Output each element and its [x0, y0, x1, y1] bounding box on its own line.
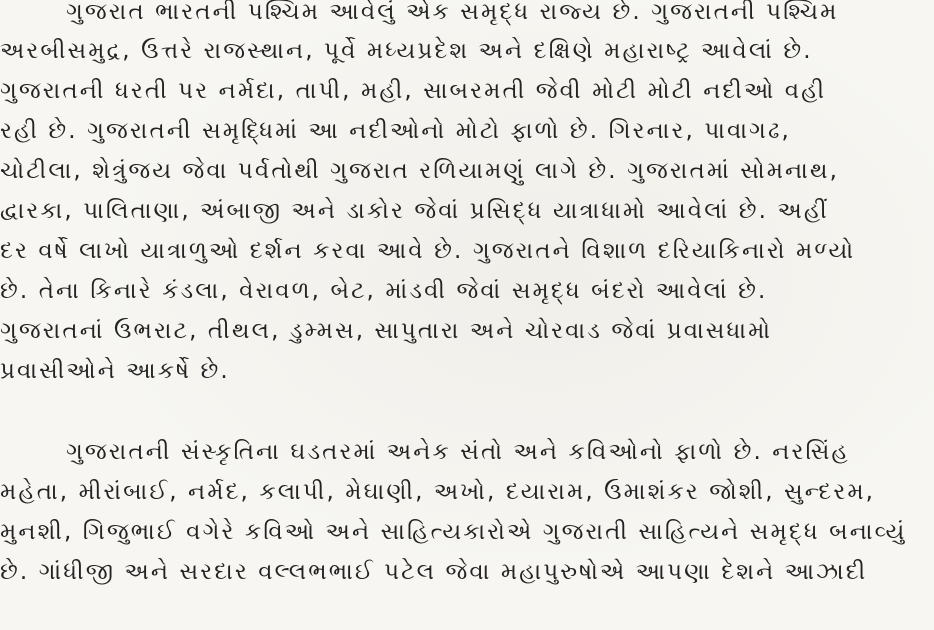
text-line: મુનશી, ગિજુભાઈ વગેરે કવિઓ અને સાહિત્યકારોએ ગુજરાતી સાહિત્યને સમૃદ્ધ બનાવ્યું [0, 519, 907, 545]
text-line: ગુજરાતનાં ઉભરાટ, તીથલ, ડુમ્મસ, સાપુતારા અને ચોરવાડ જેવાં પ્રવાસધામો [0, 318, 773, 344]
text-line: છે. ગાંધીજી અને સરદાર વલ્લભભાઈ પટેલ જેવા મહાપુરુષોએ આપણા દેશને આઝાદી [0, 559, 868, 585]
text-line: ગુજરાતની ધરતી પર નર્મદા, તાપી, મહી, સાબરમતી જેવી મોટી મોટી નદીઓ વહી [0, 78, 827, 104]
text-line: રહી છે. ગુજરાતની સમૃદ્ધિમાં આ નદીઓનો મોટો ફાળો છે. ગિરનાર, પાવાગઢ, [0, 118, 791, 144]
text-line: છે. તેના કિનારે કંડલા, વેરાવળ, બેટ, માંડવી જેવાં સમૃદ્ધ બંદરો આવેલાં છે. [0, 278, 768, 304]
text-line: દ્વારકા, પાલિતાણા, અંબાજી અને ડાકોર જેવાં પ્રસિદ્ધ યાત્રાધામો આવેલાં છે. અહીં [0, 198, 829, 224]
text-line: ગુજરાત ભારતની પશ્ચિમ આવેલું એક સમૃદ્ધ રાજ્ય છે. ગુજરાતની પશ્ચિમ [66, 0, 839, 25]
text-line: દર વર્ષે લાખો યાત્રાળુઓ દર્શન કરવા આવે છે. ગુજરાતને વિશાળ દરિયાકિનારો મળ્યો [0, 238, 856, 264]
text-line: અરબીસમુદ્ર, ઉત્તરે રાજસ્થાન, પૂર્વે મધ્યપ્રદેશ અને દક્ષિણે મહારાષ્ટ્ર આવેલાં છે. [0, 38, 813, 64]
text-line: ચોટીલા, શેત્રુંજય જેવા પર્વતોથી ગુજરાત રળિયામણું લાગે છે. ગુજરાતમાં સોમનાથ, [0, 158, 840, 184]
text-line: ગુજરાતની સંસ્કૃતિના ઘડતરમાં અનેક સંતો અને કવિઓનો ફાળો છે. નરસિંહ [66, 439, 850, 465]
text-line: પ્રવાસીઓને આકર્ષે છે. [0, 358, 230, 384]
text-line: મહેતા, મીરાંબાઈ, નર્મદ, કલાપી, મેઘાણી, અખો, દયારામ, ઉમાશંકર જોશી, સુન્દરમ, [0, 479, 876, 505]
